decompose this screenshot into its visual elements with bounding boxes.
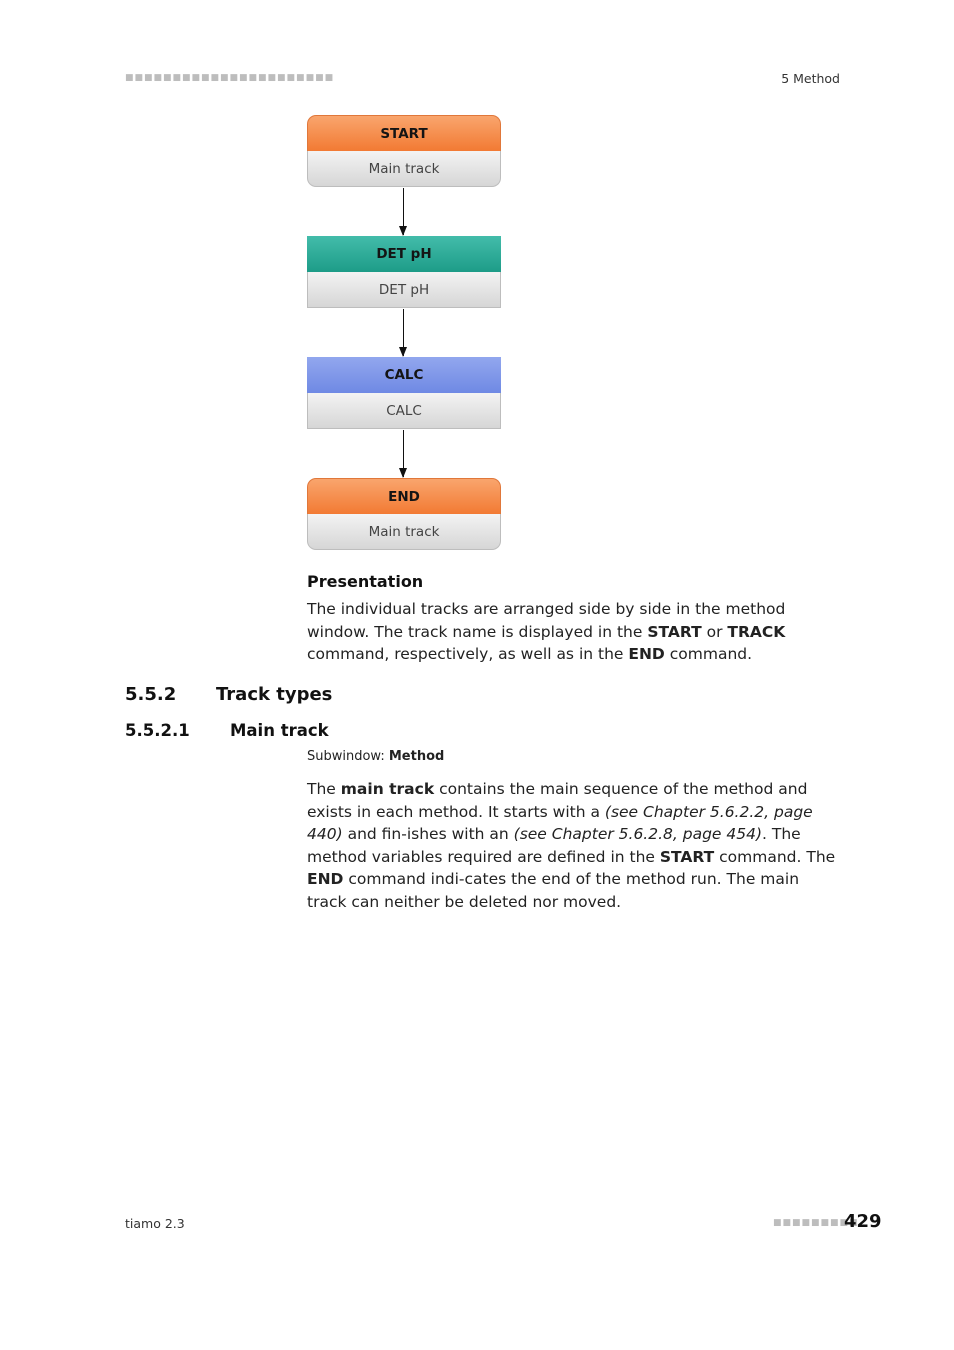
footer-product: tiamo 2.3 xyxy=(125,1216,185,1231)
bold-start: START xyxy=(659,847,715,866)
subwindow-label: Subwindow: xyxy=(307,749,389,764)
text-run: command indi-cates the end of the method run. The main track can neither be deleted nor moved. xyxy=(307,870,800,911)
calc-node-title: CALC xyxy=(307,357,501,393)
text-run: The individual tracks are arranged side by side in the method window. The track name is displayed in the xyxy=(307,600,786,641)
subsection-number: 5.5.2.1 xyxy=(125,721,190,740)
main-track-paragraph xyxy=(307,778,842,913)
header-chapter: 5 Method xyxy=(781,71,840,86)
text-run: command. xyxy=(664,645,753,663)
chapter-reference-end[interactable]: (see Chapter 5.6.2.8, page 454) xyxy=(513,825,763,843)
section-number: 5.5.2 xyxy=(125,684,177,705)
presentation-heading: Presentation xyxy=(307,572,424,591)
calc-node xyxy=(307,357,501,429)
bold-start: START xyxy=(647,622,702,641)
det-ph-node-label: DET pH xyxy=(307,272,501,308)
chapter-reference-start[interactable]: (see Chapter 5.6.2.2, page 440) xyxy=(307,802,813,843)
section-title: Track types xyxy=(216,684,333,705)
page-number: 429 xyxy=(844,1211,882,1232)
det-ph-node-title: DET pH xyxy=(307,236,501,272)
text-run: or xyxy=(701,622,728,641)
text-run: and fin-ishes with an xyxy=(342,825,514,843)
text-run: contains the main sequence of the method and exists in each method. It starts with a xyxy=(307,780,808,821)
start-node-title: START xyxy=(307,115,501,151)
subwindow-line xyxy=(307,749,444,764)
text-run: command, respectively, as well as in the xyxy=(307,645,629,663)
subsection-title: Main track xyxy=(230,721,329,740)
text-run: command. The xyxy=(714,847,836,866)
bold-main-track: main track xyxy=(340,780,435,798)
arrow-start-to-det xyxy=(403,188,404,235)
subsection-heading xyxy=(125,721,329,740)
arrow-det-to-calc xyxy=(403,309,404,356)
start-node-label: Main track xyxy=(307,151,501,187)
bold-end: END xyxy=(628,645,665,663)
text-run: . The method variables required are defined in the xyxy=(307,825,801,866)
section-heading xyxy=(125,684,332,705)
end-node-label: Main track xyxy=(307,514,501,550)
calc-node-label: CALC xyxy=(307,393,501,429)
bold-track: TRACK xyxy=(727,622,786,641)
header-decoration: ■■■■■■■■■■■■■■■■■■■■■■ xyxy=(125,73,335,83)
arrow-calc-to-end xyxy=(403,430,404,477)
det-ph-node xyxy=(307,236,501,308)
end-node xyxy=(307,478,501,550)
presentation-paragraph xyxy=(307,598,842,666)
subwindow-value: Method xyxy=(388,749,445,764)
footer-decoration: ■■■■■■■■■ xyxy=(773,1218,859,1228)
end-node-title: END xyxy=(307,478,501,514)
bold-end: END xyxy=(307,870,344,888)
text-run: The xyxy=(307,780,341,798)
start-node xyxy=(307,115,501,187)
